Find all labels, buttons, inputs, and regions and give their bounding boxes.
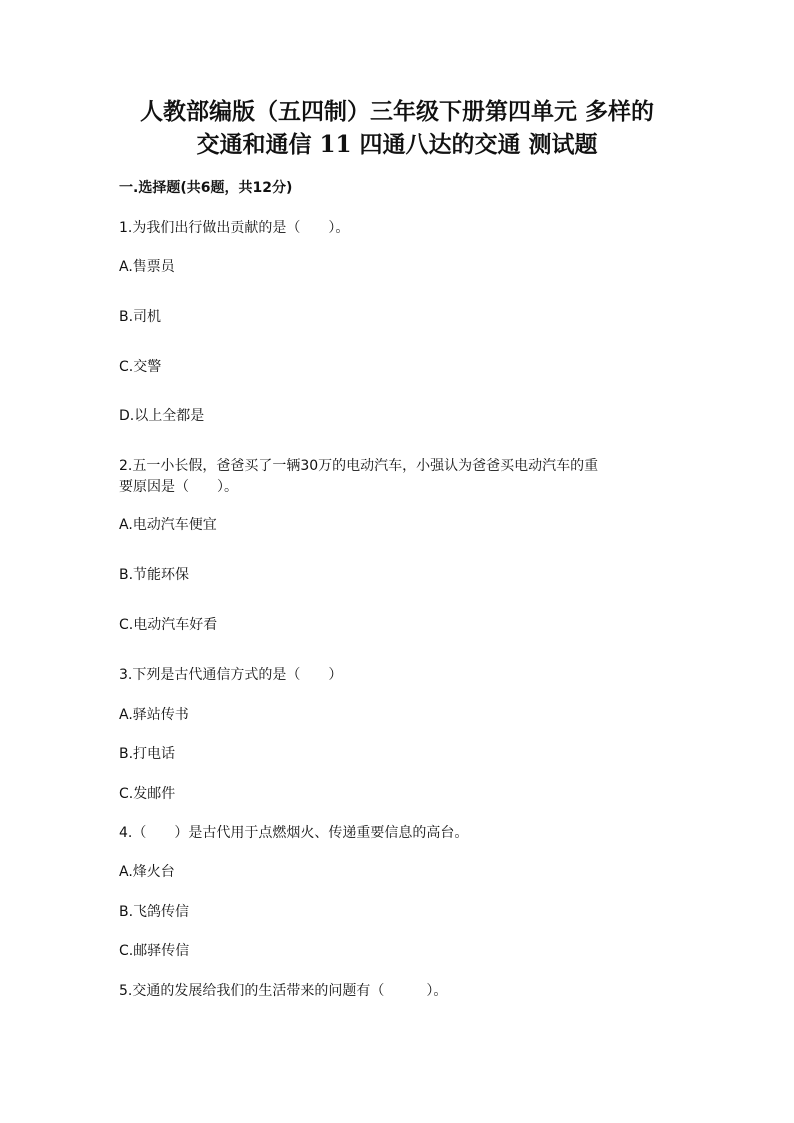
question-option: B.打电话 bbox=[119, 746, 176, 762]
section-heading: 一.选择题(共6题，共12分) bbox=[119, 180, 293, 196]
question-stem: 1.为我们出行做出贡献的是（ ）。 bbox=[119, 220, 350, 236]
question-option: C.发邮件 bbox=[119, 786, 176, 802]
question-stem: 5.交通的发展给我们的生活带来的问题有（ ）。 bbox=[119, 983, 448, 999]
question-option: B.飞鸽传信 bbox=[119, 904, 190, 920]
question-option: A.售票员 bbox=[119, 259, 175, 275]
question-option: C.邮驿传信 bbox=[119, 943, 190, 959]
question-stem-continued: 要原因是（ ）。 bbox=[119, 479, 238, 495]
question-option: A.电动汽车便宜 bbox=[119, 517, 217, 533]
question-stem: 4.（ ）是古代用于点燃烟火、传递重要信息的高台。 bbox=[119, 825, 469, 841]
question-option: C.电动汽车好看 bbox=[119, 617, 218, 633]
question-option: B.节能环保 bbox=[119, 567, 190, 583]
question-option: A.驿站传书 bbox=[119, 707, 189, 723]
page-title-line-2: 交通和通信 11 四通八达的交通 测试题 bbox=[196, 131, 598, 158]
question-stem: 3.下列是古代通信方式的是（ ） bbox=[119, 667, 343, 683]
question-option: B.司机 bbox=[119, 309, 162, 325]
question-option: A.烽火台 bbox=[119, 864, 175, 880]
page-title-line-1: 人教部编版（五四制）三年级下册第四单元 多样的 bbox=[139, 98, 654, 125]
question-option: D.以上全都是 bbox=[119, 408, 205, 424]
question-stem: 2.五一小长假，爸爸买了一辆30万的电动汽车，小强认为爸爸买电动汽车的重 bbox=[119, 458, 599, 474]
question-option: C.交警 bbox=[119, 359, 162, 375]
